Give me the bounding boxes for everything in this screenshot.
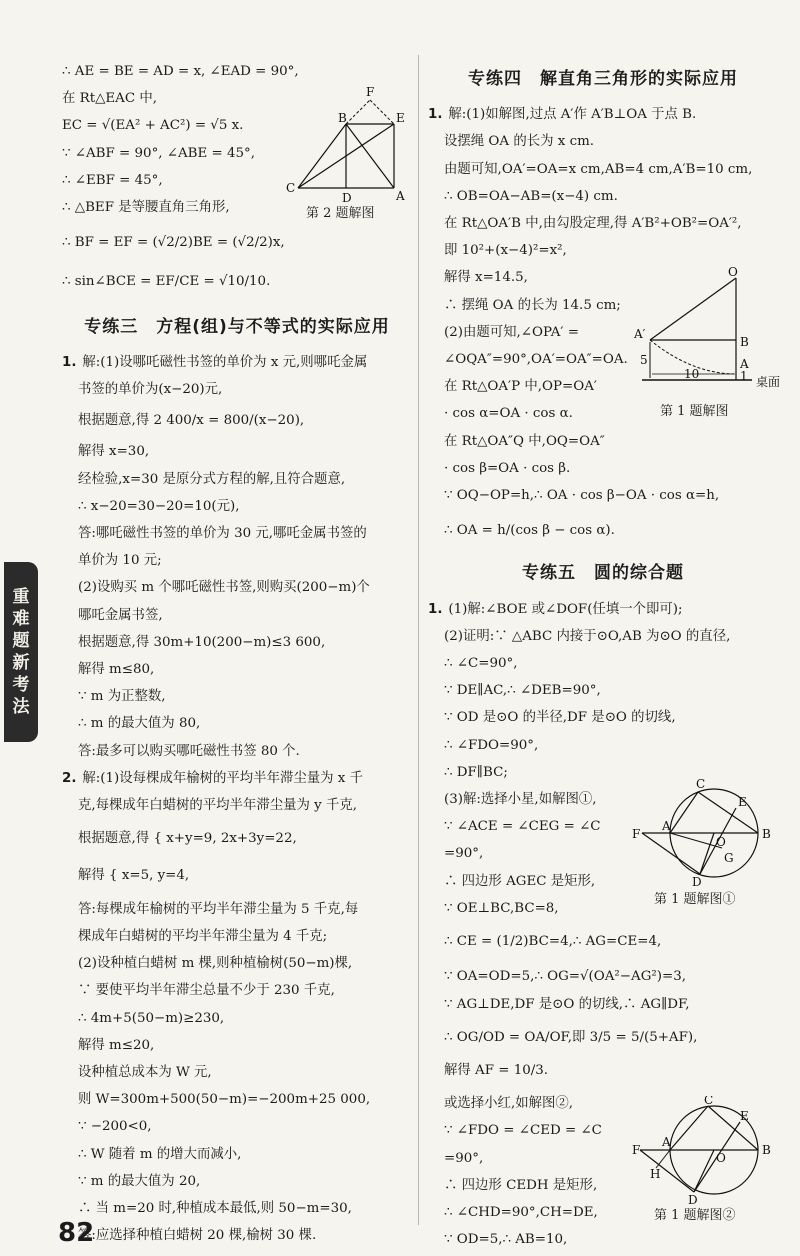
text-line: ∵ m 的最大值为 20, (78, 1173, 201, 1189)
svg-text:E: E (740, 1109, 749, 1123)
text-line: 在 Rt△EAC 中, (62, 91, 158, 107)
side-tab-char: 法 (12, 697, 30, 717)
question-number: 1. (428, 107, 443, 123)
text-line: (3)解:选择小星,如解图①, (444, 792, 597, 808)
text-line: ∵ OD 是⊙O 的半径,DF 是⊙O 的切线, (444, 710, 676, 726)
svg-text:F: F (366, 85, 375, 99)
svg-text:G: G (724, 851, 734, 865)
svg-text:A: A (662, 1135, 671, 1149)
text-line: ∴ 当 m=20 时,种植成本最低,则 50−m=30, (78, 1200, 352, 1216)
svg-text:H: H (650, 1167, 661, 1181)
fig-label-B: B (740, 335, 749, 349)
svg-text:D: D (342, 191, 352, 205)
text-line: 在 Rt△OA′B 中,由勾股定理,得 A′B²+OB²=OA′², (444, 216, 742, 232)
side-tab-char: 题 (12, 631, 30, 651)
text-line: 由题可知,OA′=OA=x cm,AB=4 cm,A′B=10 cm, (444, 161, 753, 177)
text-line: 解:(1)如解图,过点 A′作 A′B⊥OA 于点 B. (448, 107, 697, 123)
svg-text:B: B (762, 827, 771, 841)
page-number: 82 (58, 1218, 95, 1248)
text-line: 根据题意,得 2 400/x = 800/(x−20), (78, 413, 305, 429)
text-line: ∴ x−20=30−20=10(元), (78, 498, 240, 514)
text-line: · cos β=OA · cos β. (444, 460, 571, 476)
text-line: 解:(1)设每棵成年榆树的平均半年滞尘量为 x 千 (82, 770, 363, 786)
text-line: ∵ ∠ACE = ∠CEG = ∠C (444, 819, 601, 835)
text-line: 答:哪吒磁性书签的单价为 30 元,哪吒金属书签的 (78, 526, 367, 542)
text-line: =90°, (444, 846, 484, 862)
figure-2 (282, 84, 412, 224)
text-line: ∵ OA=OD=5,∴ OG=√(OA²−AG²)=3, (444, 969, 686, 985)
text-line: 根据题意,得 { x+y=9, 2x+3y=22, (78, 831, 297, 847)
text-line: ∴ 四边形 AGEC 是矩形, (444, 873, 596, 889)
text-line: 在 Rt△OA′P 中,OP=OA′ (444, 379, 597, 395)
text-line: 单价为 10 元; (78, 553, 162, 569)
text-line: 经检验,x=30 是原分式方程的解,且符合题意, (78, 471, 346, 487)
text-line: ∴ AE = BE = AD = x, ∠EAD = 90°, (62, 64, 299, 79)
text-line: (2)设购买 m 个哪吒磁性书签,则购买(200−m)个 (78, 580, 370, 596)
text-line: 答:每棵成年榆树的平均半年滞尘量为 5 千克,每 (78, 901, 359, 917)
text-line: 或选择小红,如解图②, (444, 1096, 574, 1112)
text-line: ∵ m 为正整数, (78, 689, 166, 705)
text-line: (2)设种植白蜡树 m 棵,则种植榆树(50−m)棵, (78, 956, 353, 972)
figure-caption: 第 1 题解图① (654, 892, 736, 907)
svg-text:A: A (662, 819, 671, 833)
text-line: ∵ AG⊥DE,DF 是⊙O 的切线,∴ AG∥DF, (444, 996, 690, 1012)
side-tab-char: 难 (12, 609, 30, 629)
svg-text:C: C (696, 778, 706, 791)
fig-label-1: 1 (740, 369, 748, 383)
svg-text:E: E (396, 111, 405, 125)
text-line: 即 10²+(x−4)²=x², (444, 243, 567, 259)
text-line: ∴ W 随着 m 的增大而减小, (78, 1146, 242, 1162)
figure-pendulum (632, 262, 782, 422)
svg-text:A: A (396, 189, 405, 203)
side-tab-char: 考 (12, 675, 30, 695)
text-line: 答:最多可以购买哪吒磁性书签 80 个. (78, 743, 300, 759)
svg-text:B: B (338, 111, 347, 125)
side-tab-char: 新 (12, 653, 30, 673)
svg-text:O: O (716, 835, 726, 849)
text-line: 书签的单价为(x−20)元, (78, 382, 223, 398)
text-line: 棵成年白蜡树的平均半年滞尘量为 4 千克; (78, 928, 328, 944)
text-line: 解得 m≤20, (78, 1037, 155, 1053)
question-number: 1. (62, 354, 77, 370)
text-line: ∵ OD=5,∴ AB=10, (444, 1232, 568, 1248)
text-line: 则 W=300m+500(50−m)=−200m+25 000, (78, 1092, 371, 1108)
text-line: 在 Rt△OA″Q 中,OQ=OA″ (444, 433, 605, 449)
pendulum-diagram (632, 262, 782, 407)
text-line: ∵ −200<0, (78, 1119, 152, 1135)
svg-text:D: D (688, 1193, 698, 1204)
text-line: · cos α=OA · cos α. (444, 406, 573, 422)
text-line: EC = √(EA² + AC²) = √5 x. (62, 118, 244, 134)
section-title-4: 专练四 解直角三角形的实际应用 (468, 69, 738, 89)
text-line: 设摆绳 OA 的长为 x cm. (444, 134, 595, 150)
text-line: ∵ ∠FDO = ∠CED = ∠C (444, 1123, 602, 1139)
svg-text:O: O (716, 1151, 726, 1165)
text-line: ∠OQA″=90°,OA′=OA″=OA. (444, 352, 628, 368)
fig-label-10: 10 (684, 367, 700, 381)
text-line: ∴ CE = (1/2)BC=4,∴ AG=CE=4, (444, 934, 662, 950)
question-number: 2. (62, 770, 77, 786)
circle-diagram-1 (632, 778, 782, 886)
text-line: 解得 x=30, (78, 444, 150, 460)
svg-text:F: F (632, 827, 641, 841)
text-line: 解得 x=14.5, (444, 270, 528, 286)
fig-label-desk: 桌面 (756, 375, 781, 389)
text-line: 哪吒金属书签, (78, 607, 163, 623)
text-line: (2)证明:∵ △ABC 内接于⊙O,AB 为⊙O 的直径, (444, 628, 731, 644)
fig-label-5: 5 (640, 353, 648, 367)
text-line: ∴ OG/OD = OA/OF,即 3/5 = 5/(5+AF), (444, 1029, 698, 1045)
text-line: ∴ DF∥BC; (444, 764, 508, 780)
side-tab (4, 562, 38, 742)
text-line: ∵ 要使平均半年滞尘总量不少于 230 千克, (78, 983, 335, 999)
text-line: ∴ 4m+5(50−m)≥230, (78, 1010, 225, 1026)
figure-caption: 第 1 题解图 (660, 404, 729, 419)
fig-label-A1: A′ (634, 327, 646, 341)
text-line: 解得 { x=5, y=4, (78, 868, 190, 884)
text-line: (1)解:∠BOE 或∠DOF(任填一个即可); (448, 601, 683, 617)
text-line: ∴ BF = EF = (√2/2)BE = (√2/2)x, (62, 235, 285, 251)
text-line: 根据题意,得 30m+10(200−m)≤3 600, (78, 634, 326, 650)
text-line: ∵ OQ−OP=h,∴ OA · cos β−OA · cos α=h, (444, 488, 720, 504)
section-title-3: 专练三 方程(组)与不等式的实际应用 (84, 316, 390, 337)
svg-text:F: F (632, 1143, 641, 1157)
svg-text:B: B (762, 1143, 771, 1157)
text-line: 设种植总成本为 W 元, (78, 1064, 212, 1080)
right-column (428, 58, 781, 1253)
figure-circle-1 (632, 778, 782, 908)
svg-text:C: C (286, 181, 296, 195)
fig-label-A: A (740, 357, 749, 371)
text-line: ∵ OE⊥BC,BC=8, (444, 900, 559, 916)
left-column (62, 58, 412, 1249)
side-tab-char: 重 (12, 587, 30, 607)
figure-circle-2 (632, 1096, 782, 1226)
text-line: 解得 AF = 10/3. (444, 1062, 549, 1078)
svg-text:C: C (704, 1096, 714, 1107)
text-line: ∴ △BEF 是等腰直角三角形, (62, 200, 230, 216)
text-line: ∴ ∠EBF = 45°, (62, 172, 163, 188)
text-line: ∴ m 的最大值为 80, (78, 716, 201, 732)
text-line: ∵ DE∥AC,∴ ∠DEB=90°, (444, 683, 601, 699)
text-line: ∵ ∠ABF = 90°, ∠ABE = 45°, (62, 145, 256, 161)
svg-text:D: D (692, 875, 702, 886)
text-line: ∴ 四边形 CEDH 是矩形, (444, 1177, 598, 1193)
figure-caption: 第 2 题解图 (306, 206, 375, 221)
text-line: ∴ ∠CHD=90°,CH=DE, (444, 1204, 598, 1220)
section-title-5: 专练五 圆的综合题 (522, 563, 684, 584)
text-line: 克,每棵成年白蜡树的平均半年滞尘量为 y 千克, (78, 798, 358, 814)
text-line: ∴ sin∠BCE = EF/CE = √10/10. (62, 274, 271, 290)
text-line: 答:应选择种植白蜡树 20 棵,榆树 30 棵. (78, 1228, 317, 1244)
text-line: ∴ OB=OA−AB=(x−4) cm. (444, 188, 618, 204)
text-line: ∴ 摆绳 OA 的长为 14.5 cm; (444, 297, 621, 313)
figure-caption: 第 1 题解图② (654, 1208, 736, 1223)
svg-text:E: E (738, 795, 747, 809)
text-line: 解得 m≤80, (78, 662, 155, 678)
column-divider (418, 55, 419, 1225)
text-line: 解:(1)设哪吒磁性书签的单价为 x 元,则哪吒金属 (82, 354, 368, 370)
fig-label-O: O (728, 265, 738, 279)
text-line: ∴ OA = h/(cos β − cos α). (444, 523, 615, 539)
text-line: ∴ ∠C=90°, (444, 656, 518, 672)
text-line: ∴ ∠FDO=90°, (444, 737, 539, 753)
text-line: (2)由题可知,∠OPA′ = (444, 324, 579, 340)
text-line: =90°, (444, 1150, 484, 1166)
question-number: 1. (428, 601, 443, 617)
circle-diagram-2 (632, 1096, 782, 1204)
